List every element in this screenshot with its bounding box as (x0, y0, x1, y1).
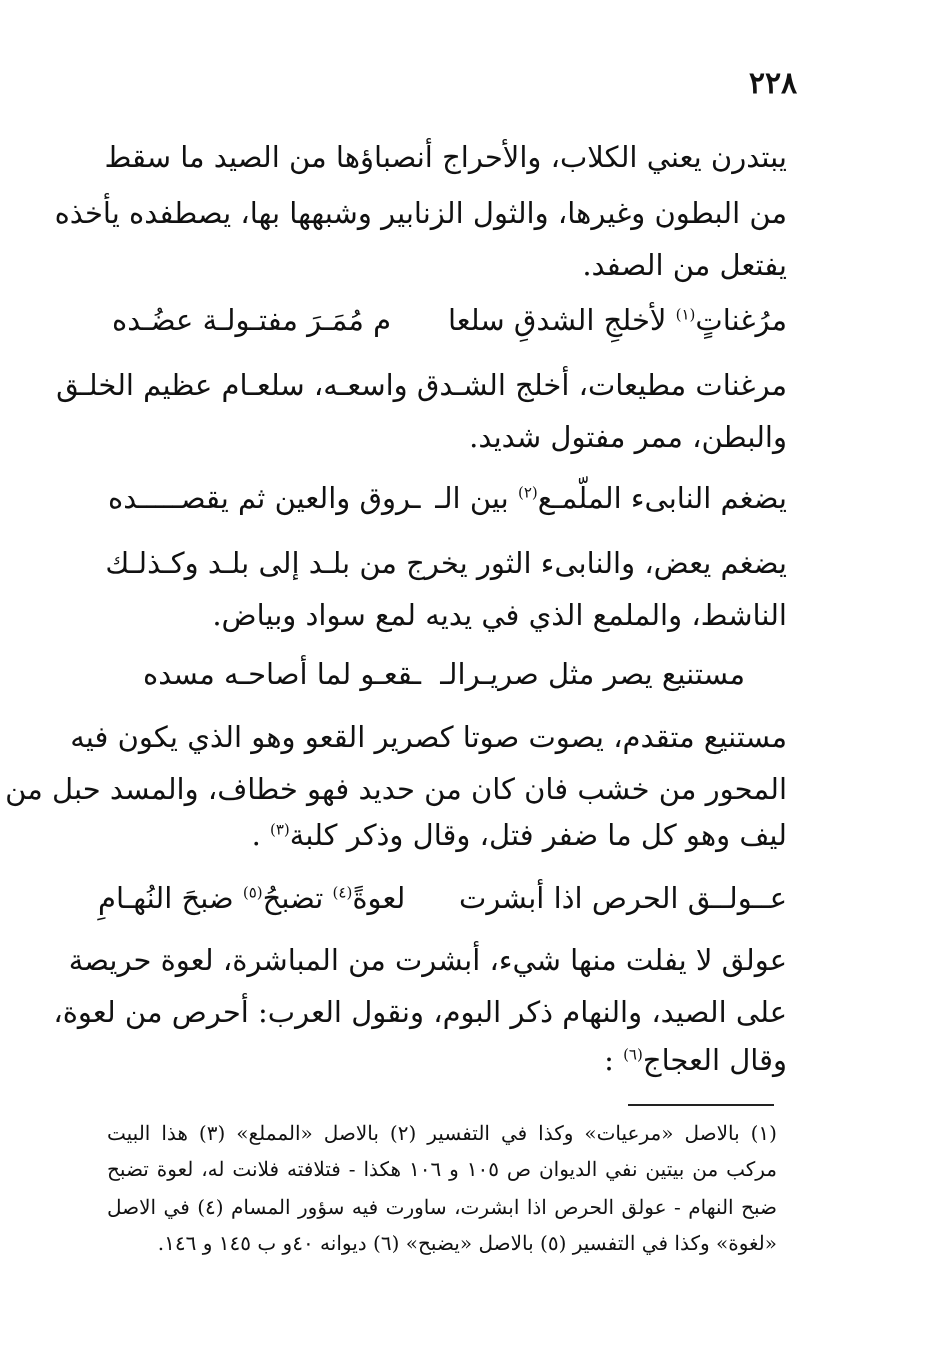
verse-second-hemistich: ـقعـو لما أصاحـه مسده (143, 657, 422, 691)
verse-word: تضبحُ (262, 881, 324, 915)
verse-second-hemistich: م مُمَـرَ مفتـولـة عضُـده (112, 303, 392, 337)
prose-line: والبطن، ممر مفتول شديد. (469, 420, 787, 454)
footnote-line: «لغوة» وكذا في التفسير (٥) بالاصل «يضبح» (٦) ديوانه ٤٠و ب ١٤٥ و ١٤٦. (157, 1231, 777, 1255)
verse-first-hemistich: مستنيع يصر مثل صريـرالـ (440, 657, 745, 691)
prose-line (107, 815, 787, 855)
prose-line: مستنيع متقدم، يصوت صوتا كصرير القعو وهو الذي يكون فيه (70, 720, 787, 754)
footnote-ref: (١) (675, 305, 696, 324)
footnote-line: ضبح النهام - عولق الحرص اذا ابشرت، ساورت فيه سؤور المسام (٤) في الاصل (107, 1195, 777, 1219)
verse-second-hemistich: ـروق والعين ثم يقصـــــده (108, 481, 421, 515)
footnote-divider (628, 1104, 774, 1106)
verse-words: لأخلجِ الشدقِ سلعا (447, 303, 667, 337)
footnote-line: مركب من بيتين نفي الديوان ص ١٠٥ و ١٠٦ هكذا - فتلافته فلانت له، لعوة تضبح (107, 1157, 777, 1181)
footnote-ref: (٢) (517, 483, 538, 502)
verse-words: بين الـ (435, 481, 509, 515)
verse-words: يضغم النابىء الملّمـع (537, 481, 787, 515)
prose-line: عولق لا يفلت منها شيء، أبشرت من المباشرة، لعوة حريصة (68, 943, 787, 977)
prose-line: يفتعل من الصفد. (582, 248, 787, 282)
verse-first-hemistich (435, 478, 787, 518)
verse-word: مرُغناتٍ (695, 303, 787, 337)
verse-first-hemistich (448, 300, 787, 340)
footnote-ref: (٥) (242, 883, 263, 902)
footnote-ref: (٤) (332, 883, 353, 902)
prose-line: يبتدرن يعني الكلاب، والأحراج أنصباؤها من الصيد ما سقط (104, 140, 787, 174)
punctuation: . (251, 818, 261, 852)
punctuation: : (604, 1043, 614, 1077)
prose-line: مرغنات مطيعات، أخلج الشـدق واسعـه، سلعـام عظيم الخلـق (56, 368, 787, 402)
footnote-line: (١) بالاصل «مرعيات» وكذا في التفسير (٢) بالاصل «المملع» (٣) هذا البيت (107, 1121, 777, 1145)
footnote-ref: (٣) (270, 820, 290, 839)
page-number: ٢٢٨ (748, 66, 798, 101)
verse-word: لعوةً (352, 881, 406, 915)
prose-line: على الصيد، والنهام ذكر البوم، ونقول العرب: أحرص من لعوة، (53, 995, 787, 1029)
verse-words: ضبحَ النُهـامِ (98, 881, 234, 915)
prose-line: الناشط، والملمع الذي في يديه لمع سواد وبياض. (212, 598, 787, 632)
prose-line: من البطون وغيرها، والثول الزنابير وشبهها بها، يصطفده يأخذه (54, 196, 787, 230)
prose-line: يضغم يعض، والنابىء الثور يخرج من بلـد إلى بلـد وكـذلـك (105, 546, 787, 580)
prose-line: المحور من خشب فان كان من حديد فهو خطاف، والمسد حبل من (5, 772, 787, 806)
prose-text: ليف وهو كل ما ضفر فتل، وقال وذكر كلبة (289, 818, 787, 852)
verse-first-hemistich: عــولــق الحرص اذا أبشرت (459, 881, 787, 915)
prose-text: وقال العجاج (642, 1043, 787, 1077)
footnote-ref: (٦) (623, 1045, 643, 1064)
verse-second-hemistich (98, 878, 405, 918)
prose-line (107, 1040, 787, 1080)
